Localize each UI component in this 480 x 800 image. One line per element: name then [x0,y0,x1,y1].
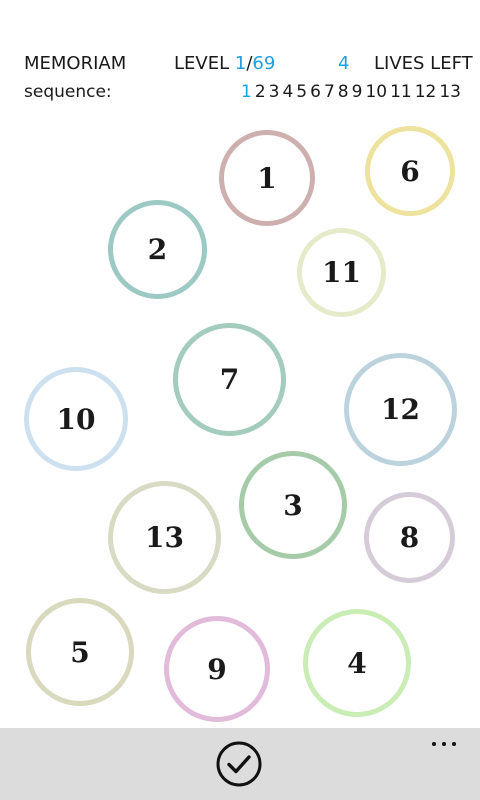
lives-count: 4 [338,53,350,74]
sequence-number: 10 [365,82,388,102]
sequence-number: 12 [414,82,437,102]
circle-number: 4 [347,646,367,680]
circle-number: 6 [400,154,420,188]
checkmark-circle-icon [216,741,262,787]
sequence-number: 11 [390,82,412,102]
level-indicator [174,53,275,75]
sequence-number: 13 [439,82,461,102]
number-circle-13[interactable] [108,481,221,594]
sequence-number: 7 [323,82,335,102]
level-label: LEVEL [174,53,230,74]
sequence-number: 8 [337,82,349,102]
number-circle-11[interactable] [297,228,386,317]
circle-number: 3 [283,488,303,522]
number-circle-6[interactable] [365,126,455,216]
circle-number: 13 [145,521,184,554]
number-circle-9[interactable] [164,616,270,722]
more-options-button[interactable] [428,734,460,754]
level-current: 1 [234,53,247,74]
number-circle-7[interactable] [173,323,286,436]
app-title: MEMORIAM [24,53,127,74]
number-circle-2[interactable] [108,200,207,299]
app-bar [0,728,480,800]
sequence-number: 1 [240,82,252,102]
number-circle-10[interactable] [24,367,128,471]
circle-number: 12 [381,393,420,426]
level-separator: / [246,53,253,74]
level-total: 69 [252,53,276,74]
sequence-number: 9 [351,82,363,102]
circle-number: 11 [322,256,361,289]
sequence-number: 3 [268,82,280,102]
circle-number: 10 [56,402,96,436]
sequence-number: 2 [254,82,266,102]
sequence-list [241,81,461,103]
confirm-button[interactable] [216,741,262,787]
circle-number: 7 [219,363,240,396]
sequence-label: sequence: [24,82,112,102]
number-circle-5[interactable] [26,598,134,706]
sequence-number: 5 [296,82,308,102]
circle-number: 8 [399,521,420,554]
number-circle-12[interactable] [344,353,457,466]
circle-number: 9 [207,652,227,686]
number-circle-4[interactable] [303,609,411,717]
number-circle-1[interactable] [219,130,315,226]
circle-number: 2 [147,233,168,266]
lives-label: LIVES LEFT [374,53,473,74]
circle-number: 1 [257,161,277,195]
ellipsis-icon [428,734,460,754]
sequence-number: 6 [310,82,321,102]
circle-number: 5 [70,635,90,669]
sequence-number: 4 [282,82,294,102]
number-circle-3[interactable] [239,451,347,559]
number-circle-8[interactable] [364,492,455,583]
